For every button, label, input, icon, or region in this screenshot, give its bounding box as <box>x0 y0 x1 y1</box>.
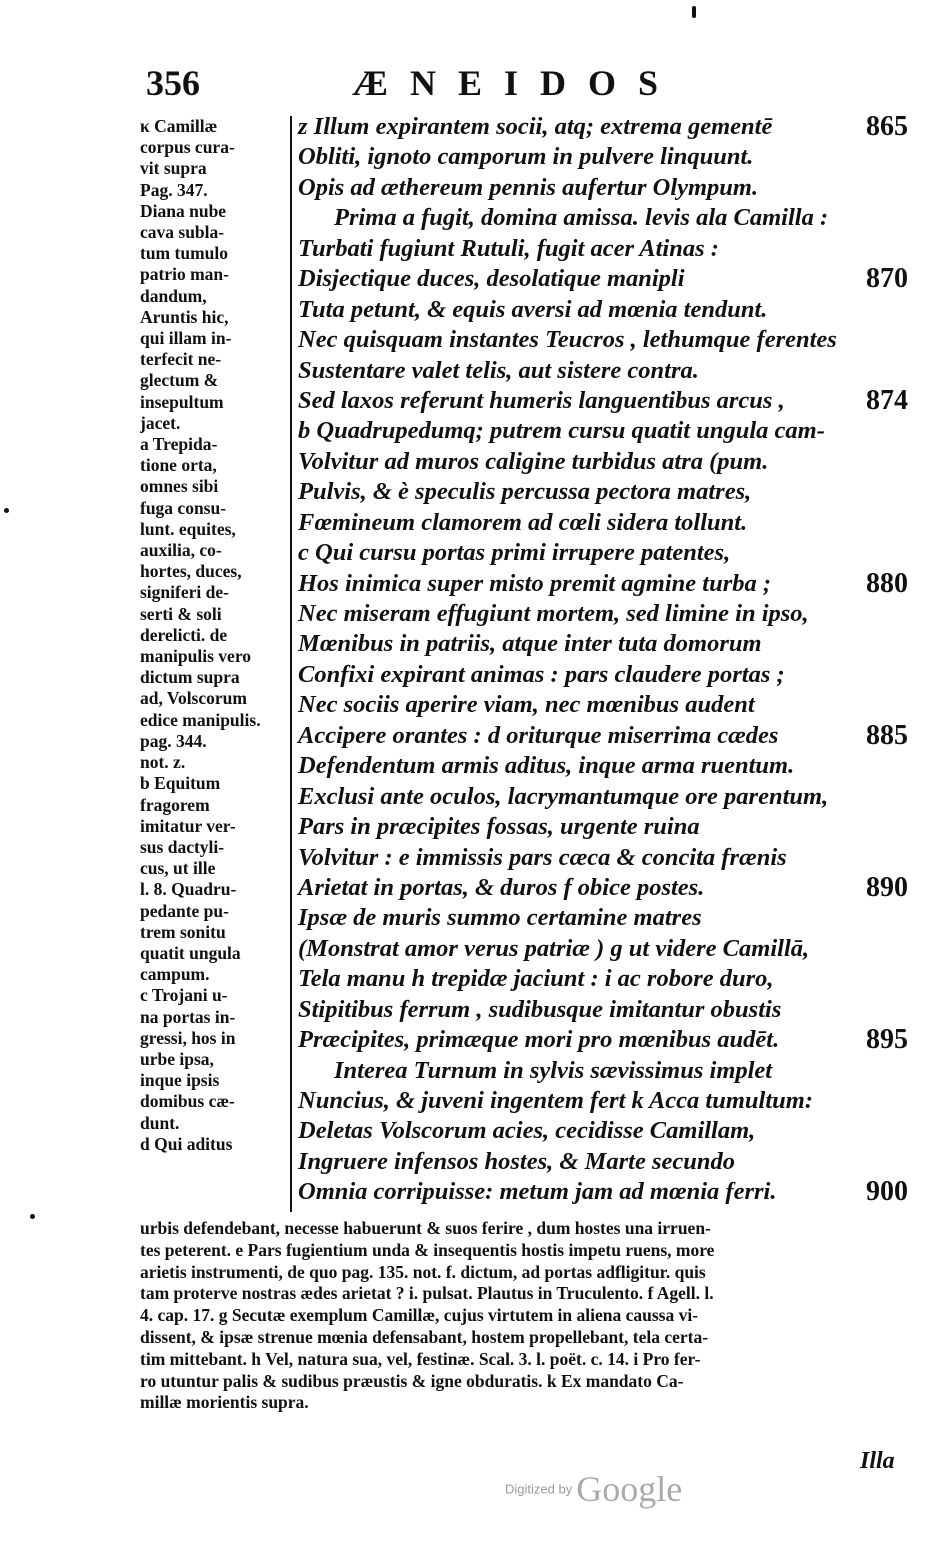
margin-note-line: dunt. <box>140 1112 180 1133</box>
verse-line <box>298 234 918 264</box>
running-title: ÆNEIDOS <box>352 63 681 103</box>
margin-speck <box>30 1214 35 1219</box>
verse-text: Volvitur ad muros caligine turbidus atra (pum. <box>298 447 769 475</box>
verse-text: Omnia corripuisse: metum jam ad mœnia ferri. <box>298 1178 777 1206</box>
margin-note-line: c Trojani u- <box>140 985 228 1006</box>
margin-note-line: signiferi de- <box>140 582 229 603</box>
verse-text: z Illum expirantem socii, atq; extrema gementē <box>298 113 773 140</box>
verse-line <box>298 538 918 568</box>
verse-text: c Qui cursu portas primi irrupere patentes, <box>298 539 731 567</box>
margin-note-line: vit supra <box>140 158 207 179</box>
verse-line <box>298 295 918 325</box>
verse-text: Interea Turnum in sylvis sævissimus implet <box>334 1056 773 1084</box>
margin-note-line: qui illam in- <box>140 328 232 349</box>
footnote-line: dissent, & ipsæ strenue mœnia defensabant, hostem propellebant, tela certa- <box>140 1326 709 1347</box>
verse-line <box>298 1025 918 1055</box>
margin-note-line: tione orta, <box>140 455 217 476</box>
verse-text: Præcipites, primæque mori pro mœnibus audēt. <box>298 1026 780 1054</box>
margin-note-line: campum. <box>140 964 210 985</box>
verse-text: (Monstrat amor verus patriæ ) g ut videre Camillā, <box>298 934 810 962</box>
verse-line <box>298 203 918 233</box>
margin-note-line: lunt. equites, <box>140 518 236 539</box>
verse-text: Mœnibus in patriis, atque inter tuta domorum <box>298 630 762 658</box>
verse-text: Ingruere infensos hostes, & Marte secundo <box>298 1147 735 1175</box>
verse-line <box>298 599 918 629</box>
catchword: Illa <box>860 1448 895 1474</box>
verse-line <box>298 812 918 842</box>
margin-note-line: trem sonitu <box>140 921 226 942</box>
verse-line <box>298 660 918 690</box>
verse-line <box>298 264 918 294</box>
footnote-line: tim mittebant. h Vel, natura sua, vel, festinæ. Scal. 3. l. poët. c. 14. i Pro fer- <box>140 1348 701 1369</box>
margin-note-line: fragorem <box>140 794 210 815</box>
verse-line <box>298 1116 918 1146</box>
margin-note-line: sus dactyli- <box>140 836 225 857</box>
verse-line <box>298 690 918 720</box>
verse-line <box>298 1056 918 1086</box>
margin-note-line: tum tumulo <box>140 243 228 264</box>
margin-note-line: imitatur ver- <box>140 815 236 836</box>
verse-line <box>298 508 918 538</box>
verse-line <box>298 964 918 994</box>
margin-note-line: terfecit ne- <box>140 349 222 370</box>
line-number: 870 <box>866 263 908 295</box>
line-number: 890 <box>866 871 908 903</box>
digitized-watermark <box>505 1468 682 1510</box>
verse-text: Ipsæ de muris summo certamine matres <box>298 904 702 932</box>
verse-text: Deletas Volscorum acies, cecidisse Camillam, <box>298 1117 756 1145</box>
verse-line <box>298 356 918 386</box>
verse-text: Sustentare valet telis, aut sistere contra. <box>298 356 699 384</box>
verse-text: Prima a fugit, domina amissa. levis ala Camilla : <box>334 204 829 232</box>
margin-note-line: Diana nube <box>140 200 227 221</box>
line-number: 880 <box>866 567 908 599</box>
margin-note-line: Aruntis hic, <box>140 306 229 327</box>
margin-note-line: glectum & <box>140 370 219 391</box>
footnote-line: arietis instrumenti, de quo pag. 135. not. f. dictum, ad portas adfligitur. quis <box>140 1261 706 1282</box>
verse-text: Fœmineum clamorem ad cœli sidera tollunt. <box>298 508 748 536</box>
margin-note-line: not. z. <box>140 752 186 773</box>
verse-text: Pars in præcipites fossas, urgente ruina <box>298 813 700 841</box>
margin-note-line: ad, Volscorum <box>140 688 247 709</box>
line-number: 900 <box>866 1176 908 1208</box>
margin-note-line: l. 8. Quadru- <box>140 879 237 900</box>
verse-line <box>298 934 918 964</box>
verse-text: Stipitibus ferrum , sudibusque imitantur obustis <box>298 995 782 1023</box>
verse-line <box>298 782 918 812</box>
margin-note-line: jacet. <box>140 412 181 433</box>
verse-text: Confixi expirant animas : pars claudere portas ; <box>298 660 785 688</box>
footnote-line: 4. cap. 17. g Secutæ exemplum Camillæ, cujus virtutem in aliena caussa vi- <box>140 1305 699 1326</box>
verse-text: Turbati fugiunt Rutuli, fugit acer Atinas : <box>298 234 719 262</box>
verse-text: Opis ad æthereum pennis aufertur Olympum. <box>298 173 759 201</box>
verse-text: Nec sociis aperire viam, nec mœnibus audent <box>298 691 755 719</box>
margin-note-line: insepultum <box>140 391 224 412</box>
margin-note-line: d Qui aditus <box>140 1133 233 1154</box>
margin-note-line: κ Camillæ <box>140 116 218 136</box>
verse-text: Nec miseram effugiunt mortem, sed limine in ipso, <box>298 600 809 627</box>
verse-line <box>298 1086 918 1116</box>
verse-text: Pulvis, & è speculis percussa pectora matres, <box>298 478 752 506</box>
margin-note-line: dandum, <box>140 285 207 306</box>
footnote-line: ro utuntur palis & sudibus præustis & igne obduratis. k Ex mandato Ca- <box>140 1370 684 1391</box>
verse-text: Sed laxos referunt humeris languentibus arcus , <box>298 386 785 414</box>
verse-line <box>298 721 918 751</box>
margin-note-line: b Equitum <box>140 773 221 794</box>
verse-block <box>298 112 918 1208</box>
margin-note-line: inque ipsis <box>140 1070 220 1091</box>
footnote-line: urbis defendebant, necesse habuerunt & suos ferire , dum hostes una irruen- <box>140 1218 711 1238</box>
verse-line <box>298 1147 918 1177</box>
margin-note-line: fuga consu- <box>140 497 227 518</box>
margin-note-line: pedante pu- <box>140 900 229 921</box>
verse-text: Volvitur : e immissis pars cæca & concita frænis <box>298 843 787 871</box>
verse-line <box>298 1177 918 1207</box>
verse-line <box>298 903 918 933</box>
margin-note-line: patrio man- <box>140 264 229 285</box>
margin-speck <box>4 508 9 513</box>
verse-line <box>298 112 918 142</box>
margin-note-line: corpus cura- <box>140 137 235 158</box>
footnote-line: tes peterent. e Pars fugientium unda & insequentis hostis impetu ruens, more <box>140 1239 715 1260</box>
margin-note-line: domibus cæ- <box>140 1091 235 1112</box>
watermark-small-text: Digitized by <box>505 1481 573 1497</box>
verse-line <box>298 629 918 659</box>
margin-note-line: derelicti. de <box>140 624 228 645</box>
page-number: 356 <box>146 63 200 103</box>
verse-text: Nuncius, & juveni ingentem fert k Acca tumultum: <box>298 1087 814 1114</box>
verse-text: Defendentum armis aditus, inque arma ruentum. <box>298 752 795 780</box>
verse-line <box>298 843 918 873</box>
margin-note-line: dictum supra <box>140 667 240 688</box>
margin-note-line: gressi, hos in <box>140 1027 236 1048</box>
verse-text: b Quadrupedumq; putrem cursu quatit ungula cam- <box>298 417 825 445</box>
verse-line <box>298 416 918 446</box>
margin-note-line: cus, ut ille <box>140 858 216 879</box>
verse-text: Exclusi ante oculos, lacrymantumque ore parentum, <box>298 782 829 810</box>
line-number: 874 <box>866 384 908 416</box>
footnotes <box>140 1218 910 1414</box>
margin-note-line: Pag. 347. <box>140 179 208 200</box>
verse-line <box>298 325 918 355</box>
margin-note-line: na portas in- <box>140 1006 236 1027</box>
margin-note-line: a Trepida- <box>140 434 218 455</box>
verse-line <box>298 142 918 172</box>
verse-line <box>298 173 918 203</box>
footnote-line: millæ morientis supra. <box>140 1392 309 1413</box>
verse-line <box>298 447 918 477</box>
margin-note-line: hortes, duces, <box>140 561 242 582</box>
verse-line <box>298 569 918 599</box>
verse-text: Tela manu h trepidæ jaciunt : i ac robore duro, <box>298 965 774 993</box>
verse-line <box>298 477 918 507</box>
google-logo: Google <box>576 1469 683 1509</box>
verse-line <box>298 751 918 781</box>
verse-text: Nec quisquam instantes Teucros , lethumque ferentes <box>298 326 837 354</box>
verse-text: Obliti, ignoto camporum in pulvere linquunt. <box>298 143 754 171</box>
verse-text: Disjectique duces, desolatique manipli <box>298 265 685 293</box>
margin-notes <box>140 116 290 1155</box>
margin-note-line: omnes sibi <box>140 476 219 497</box>
verse-line <box>298 873 918 903</box>
margin-note-line: edice manipulis. <box>140 709 261 730</box>
verse-text: Tuta petunt, & equis aversi ad mœnia tendunt. <box>298 295 768 323</box>
margin-note-line: pag. 344. <box>140 730 207 751</box>
verse-text: Accipere orantes : d oriturque miserrima cædes <box>298 721 779 749</box>
footnote-line: tam proterve nostras ædes arietat ? i. pulsat. Plautus in Truculento. f Agell. l. <box>140 1283 714 1304</box>
margin-note-line: serti & soli <box>140 603 222 624</box>
verse-line <box>298 386 918 416</box>
margin-note-line: cava subla- <box>140 222 225 243</box>
page-header <box>0 62 942 112</box>
margin-note-line: manipulis vero <box>140 646 252 667</box>
verse-text: Hos inimica super misto premit agmine turba ; <box>298 569 772 597</box>
line-number: 885 <box>866 719 908 751</box>
margin-note-line: quatit ungula <box>140 942 241 963</box>
column-rule <box>290 116 292 1212</box>
margin-note-line: urbe ipsa, <box>140 1048 214 1069</box>
margin-note-line: auxilia, co- <box>140 540 222 561</box>
line-number: 865 <box>866 111 908 142</box>
margin-speck <box>692 6 696 18</box>
verse-line <box>298 995 918 1025</box>
line-number: 895 <box>866 1024 908 1056</box>
verse-text: Arietat in portas, & duros f obice postes. <box>298 873 705 901</box>
